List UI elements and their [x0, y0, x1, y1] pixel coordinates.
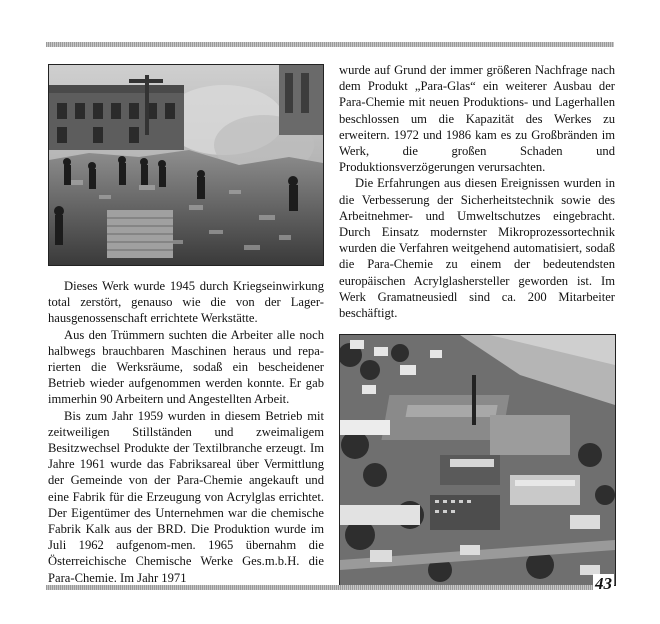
right-text	[339, 62, 615, 321]
paragraph: Aus den Trümmern suchten die Arbeiter alle noch halbwegs brauchbaren Maschinen heraus und repa-rierten die Werksräume, sodaß ein bescheidener Betrieb wieder aufgenommen werden konnte. Er gab immerhin 90 Arbeitern und Angestellten Arbeit.	[48, 327, 324, 407]
page-number: 43	[595, 574, 612, 593]
bottom-rule	[46, 585, 614, 590]
aerial-photo-graphic	[340, 335, 615, 585]
left-column	[48, 64, 324, 586]
aerial-photo	[339, 334, 616, 586]
paragraph: Die Erfahrungen aus diesen Ereignissen wurden in die Verbesserung der Sicherheitstechnik sowie des Arbeitnehmer- und Umweltschutzes eingebracht. Durch Einsatz modernster Mikroprozessortechnik wurden die Verfahren weitgehend automatisiert, sodaß die Para-Chemie zu einem der bedeutendsten europäischen Acrylglashersteller geworden ist. Im Werk Gramatneusiedl sind ca. 200 Mitarbeiter beschäftigt.	[339, 176, 615, 321]
ruins-photo-graphic	[49, 65, 323, 265]
paragraph: Dieses Werk wurde 1945 durch Kriegseinwirkung total zerstört, genauso wie die von der Lager-hausgenossenschaft errichtete Werkstätte.	[48, 279, 324, 326]
top-rule	[46, 42, 614, 47]
paragraph: wurde auf Grund der immer größeren Nachfrage nach dem Produkt „Para-Glas“ ein weiterer Ausbau der Para-Chemie mit neuen Produktions- und Lagerhallen beschlossen um die Kapazität des Werkes zu erweitern. 1972 und 1986 kam es zu Großbränden im Werk, die großen Schaden und Produktionsverzögerungen verursachten.	[339, 63, 615, 175]
paragraph: Bis zum Jahr 1959 wurden in diesem Betrieb mit zeitweiligen Stillständen und zweimaligem Besitzwechsel Produkte der Textilbranche erzeugt. Im Jahre 1961 wurde das Fabriksareal über Vermittlung der Gemeinde von der Para-Chemie angekauft und eine Fabrik für die Erzeugung von Acrylglas errichtet. Der Eigentümer des Unternehmen war die chemische Fabrik Kalk aus der BRD. Die Produktion wurde im Juli 1962 aufgenom-men. 1965 übernahm die Österreichische Chemische Werke Ges.m.b.H. die Para-Chemie. Im Jahr 1971	[48, 408, 324, 585]
left-text	[48, 278, 324, 586]
ruins-photo	[48, 64, 324, 266]
right-column	[339, 62, 615, 586]
